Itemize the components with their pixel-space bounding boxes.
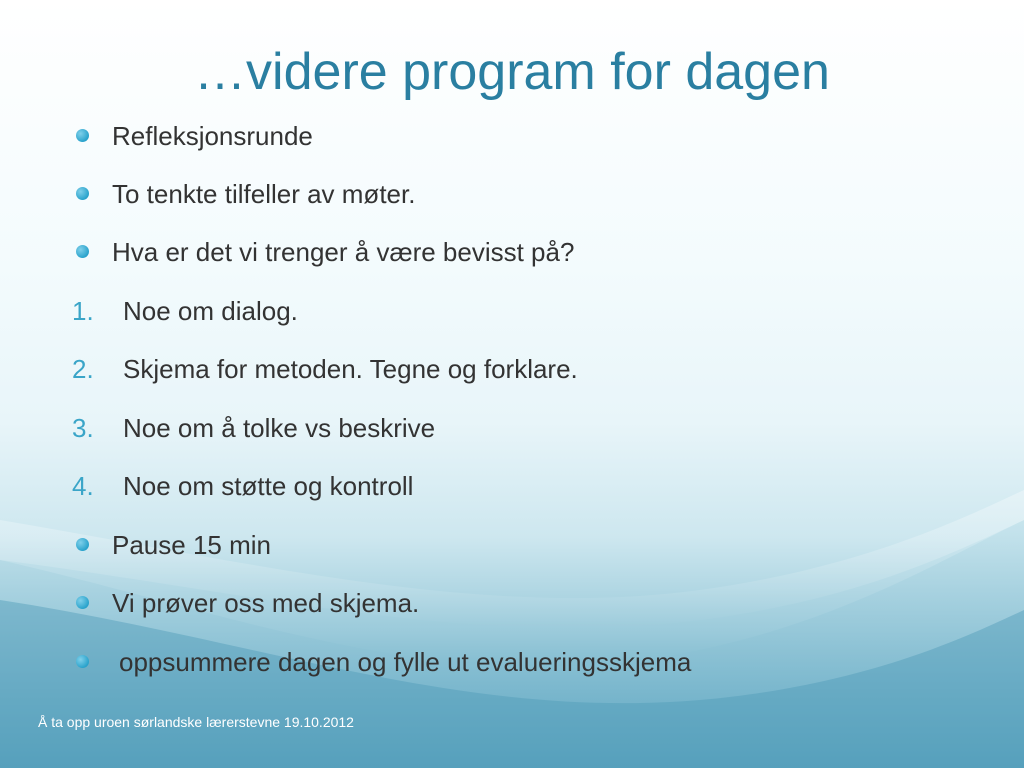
- list-item-text: Noe om å tolke vs beskrive: [123, 413, 436, 443]
- bullet-icon: [76, 187, 89, 200]
- bullet-icon: [76, 596, 89, 609]
- list-item-text: Vi prøver oss med skjema.: [112, 588, 420, 618]
- bullet-icon: [76, 129, 89, 142]
- slide-title: …videre program for dagen: [194, 43, 830, 101]
- footer-text: Å ta opp uroen sørlandske lærerstevne 19.10.2012: [38, 714, 354, 730]
- list-item-text: oppsummere dagen og fylle ut evalueringsskjema: [119, 647, 692, 677]
- bullet-icon: [76, 538, 89, 551]
- list-item-text: To tenkte tilfeller av møter.: [112, 179, 416, 209]
- list-item-text: Refleksjonsrunde: [112, 121, 313, 151]
- list-item-text: Noe om støtte og kontroll: [123, 471, 414, 501]
- list-number: 2.: [72, 354, 94, 384]
- list-number: 3.: [72, 413, 94, 443]
- list-item-text: Noe om dialog.: [123, 296, 298, 326]
- list-item-text: Skjema for metoden. Tegne og forklare.: [123, 354, 578, 384]
- list-item-text: Pause 15 min: [112, 530, 271, 560]
- list-number: 4.: [72, 471, 94, 501]
- list-item-text: Hva er det vi trenger å være bevisst på?: [112, 237, 575, 267]
- bullet-icon: [76, 655, 89, 668]
- list-number: 1.: [72, 296, 94, 326]
- bullet-icon: [76, 245, 89, 258]
